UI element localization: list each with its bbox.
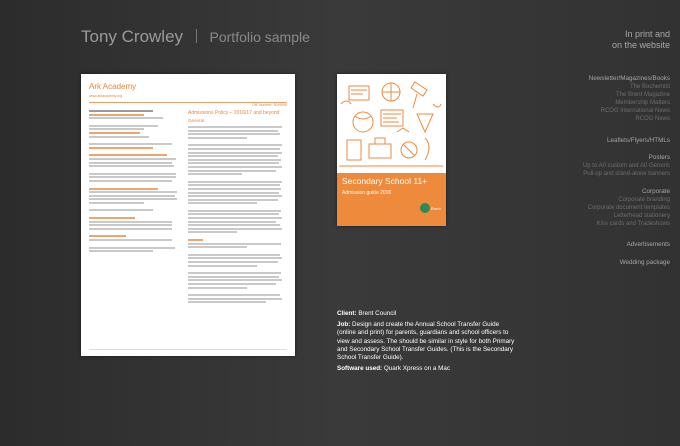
- document-rule: [89, 102, 287, 103]
- document-right-column: [188, 110, 286, 346]
- nav-item[interactable]: The Brent Magazine: [615, 92, 670, 98]
- job-text: Design and create the Annual School Transfer Guide (online and print) for parents, guardians and school officers to view and assess. The should be similar in style for both Primary and Secondary School Transfer Guides. (This is the Secondary School Transfer Guide).: [337, 321, 515, 362]
- document-general-heading: General: [188, 118, 205, 123]
- document-title: Ark Academy: [89, 82, 137, 91]
- client-label: Client:: [337, 310, 357, 317]
- designer-name: Tony Crowley: [81, 27, 184, 46]
- nav-item[interactable]: Kiss cards and Tradeshows: [596, 221, 670, 227]
- document-footer-rule: [89, 349, 287, 350]
- nav-item[interactable]: RCOG International News: [600, 108, 670, 114]
- software-label: Software used:: [337, 365, 383, 373]
- nav-top-line-1: In print and: [624, 29, 670, 39]
- document-dfe-number: DfE Number: 3049996: [252, 103, 287, 107]
- nav-item[interactable]: Pull-up and stand-alone banners: [583, 171, 670, 177]
- nav-item[interactable]: Corporate branding: [618, 197, 670, 203]
- nav-category-posters[interactable]: Posters: [648, 154, 670, 161]
- nav-item[interactable]: RCOG News: [635, 116, 670, 122]
- document-sample-page[interactable]: [81, 74, 295, 356]
- nav-top-heading: [612, 29, 670, 51]
- document-website: www.arkacademy.org: [89, 94, 123, 98]
- nav-category-corporate[interactable]: Corporate: [641, 188, 670, 195]
- nav-item[interactable]: Membership Matters: [615, 100, 670, 106]
- brent-logo-icon: [420, 203, 430, 213]
- cover-logo-text: Brent: [431, 206, 441, 211]
- project-description: [337, 310, 517, 376]
- document-left-column: [89, 110, 181, 346]
- title-divider: [196, 29, 197, 43]
- nav-top-line-2: on the website: [611, 40, 670, 50]
- cover-subtitle: Admission guide 2016: [342, 190, 392, 196]
- document-section-title: Admissions Policy – 2016/17 and beyond: [188, 110, 280, 116]
- nav-item[interactable]: The Bochemist: [629, 84, 670, 90]
- cover-sample[interactable]: [337, 74, 446, 226]
- cover-illustration: [337, 74, 446, 173]
- nav-category-newsletters[interactable]: Newsletter/Magazines/Books: [588, 75, 670, 82]
- cover-title: Secondary School 11+: [342, 176, 428, 186]
- page-subtitle: Portfolio sample: [209, 29, 310, 45]
- software-value: Quark Xpress on a Mac: [383, 365, 451, 373]
- nav-category-leaflets[interactable]: Leaflets/Flyers/HTMLs: [607, 137, 670, 144]
- nav-item[interactable]: Corporate document templates: [587, 205, 670, 211]
- client-value: Brent Council: [358, 310, 397, 317]
- nav-category-wedding[interactable]: Wedding package: [619, 259, 670, 266]
- nav-category-advertisements[interactable]: Advertisements: [626, 241, 670, 248]
- nav-item[interactable]: Letterhead stationery: [613, 213, 670, 219]
- nav-item[interactable]: Up to A0 custom and A0 Generic: [582, 163, 670, 169]
- job-label: Job:: [337, 321, 351, 329]
- page-title: [81, 27, 310, 47]
